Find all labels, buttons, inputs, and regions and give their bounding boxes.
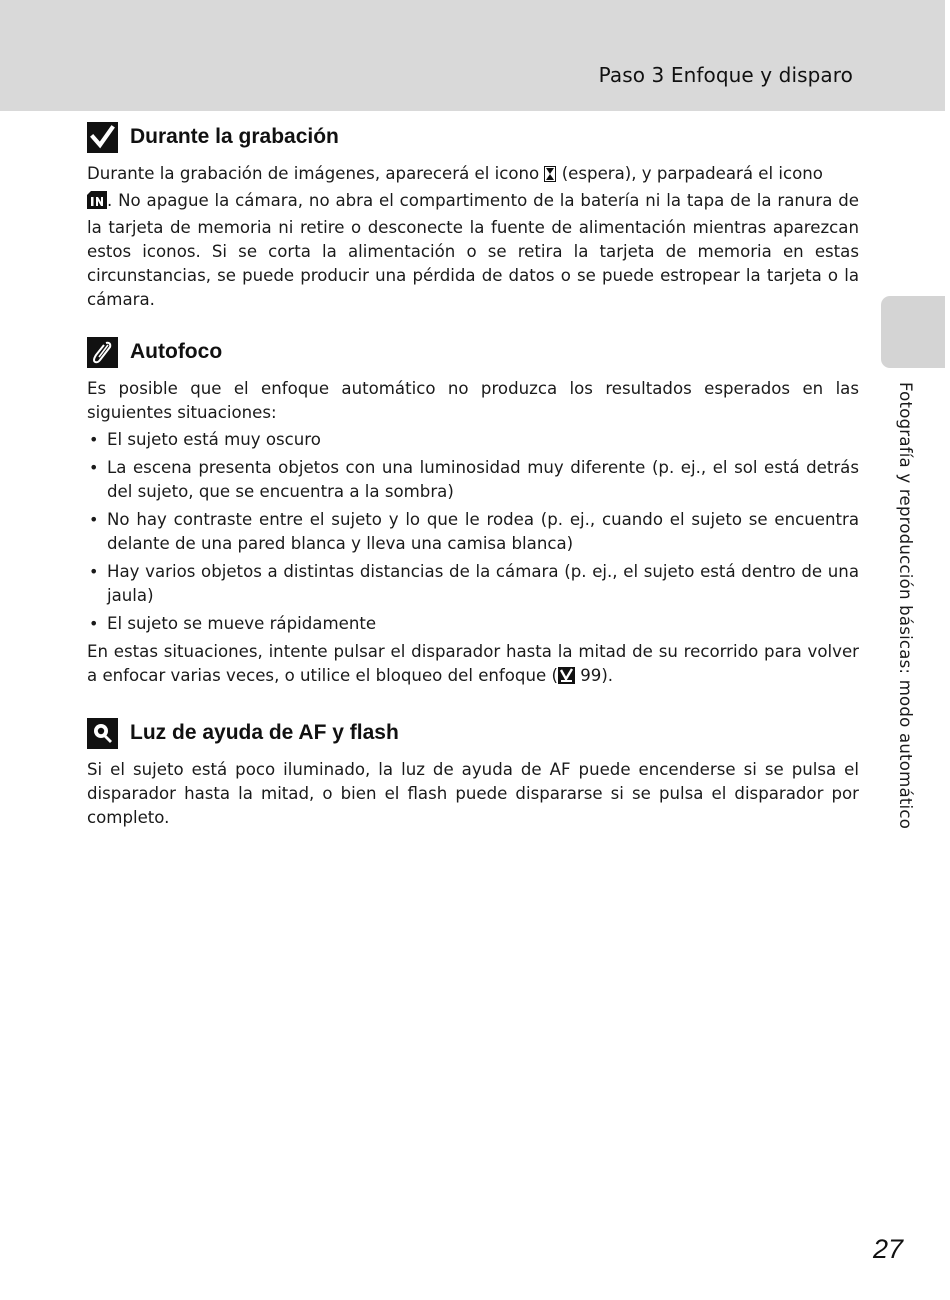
pencil-note-icon [87, 337, 118, 368]
section-heading [87, 716, 859, 750]
situations-list [87, 428, 859, 636]
bullet-dot: • [89, 430, 99, 449]
bullet-dot: • [89, 510, 99, 529]
list-item-text: La escena presenta objetos con una luminosidad muy diferente (p. ej., el sol está detrás del sujeto, que se encuentra a la sombra) [107, 458, 859, 501]
bullet-dot: • [89, 562, 99, 581]
check-mark-icon [87, 122, 118, 153]
section-title: Autofoco [130, 340, 223, 363]
page-header-title: Paso 3 Enfoque y disparo [598, 63, 853, 87]
bullet-dot: • [89, 458, 99, 477]
section-closing [87, 640, 859, 691]
chapter-tab-label: Fotografía y reproducción básicas: modo automático [896, 382, 915, 830]
list-item [87, 456, 859, 504]
section-title: Durante la grabación [130, 125, 339, 148]
list-item [87, 508, 859, 556]
header-band [0, 0, 945, 111]
tip-bulb-icon [87, 718, 118, 749]
section-durante-la-grabacion [87, 120, 859, 312]
paragraph-text: 99). [574, 666, 614, 685]
section-paragraph [87, 162, 859, 312]
paragraph-text: Durante la grabación de imágenes, aparecerá el icono [87, 164, 545, 183]
list-item [87, 560, 859, 608]
list-item [87, 428, 859, 452]
section-intro: Es posible que el enfoque automático no produzca los resultados esperados en las siguientes situaciones: [87, 379, 859, 422]
reference-icon [558, 667, 575, 691]
list-item-text: El sujeto se mueve rápidamente [107, 614, 377, 633]
section-heading [87, 335, 859, 369]
section-heading [87, 120, 859, 154]
hourglass-icon [544, 165, 556, 189]
paragraph-text: (espera), y parpadeará el icono [556, 164, 823, 183]
chapter-tab [881, 296, 945, 368]
memory-card-icon [87, 191, 107, 216]
paragraph-text: En estas situaciones, intente pulsar el disparador hasta la mitad de su recorrido para volver a enfocar varias veces, o utilice el bloqueo del enfoque ( [87, 642, 859, 685]
bullet-dot: • [89, 614, 99, 633]
page-number: 27 [872, 1234, 903, 1264]
section-autofoco [87, 335, 859, 691]
section-title: Luz de ayuda de AF y flash [130, 721, 399, 744]
section-luz-de-ayuda [87, 716, 859, 830]
page-content [87, 116, 859, 830]
paragraph-text: . No apague la cámara, no abra el compartimento de la batería ni la tapa de la ranura de la tarjeta de memoria ni retire o desconecte la fuente de alimentación mientras aparezcan estos iconos. Si se corta la alimentación o se retira la tarjeta de memoria en estas circunstancias, se puede producir una pérdida de datos o se puede estropear la tarjeta o la cámara. [87, 191, 859, 309]
list-item-text: Hay varios objetos a distintas distancias de la cámara (p. ej., el sujeto está dentro de una jaula) [107, 562, 859, 605]
list-item [87, 612, 859, 636]
list-item-text: El sujeto está muy oscuro [107, 430, 321, 449]
list-item-text: No hay contraste entre el sujeto y lo que le rodea (p. ej., cuando el sujeto se encuentra delante de una pared blanca y lleva una camisa blanca) [107, 510, 859, 553]
section-paragraph: Si el sujeto está poco iluminado, la luz de ayuda de AF puede encenderse si se pulsa el disparador hasta la mitad, o bien el flash puede dispararse si se pulsa el disparador por completo. [87, 760, 859, 827]
